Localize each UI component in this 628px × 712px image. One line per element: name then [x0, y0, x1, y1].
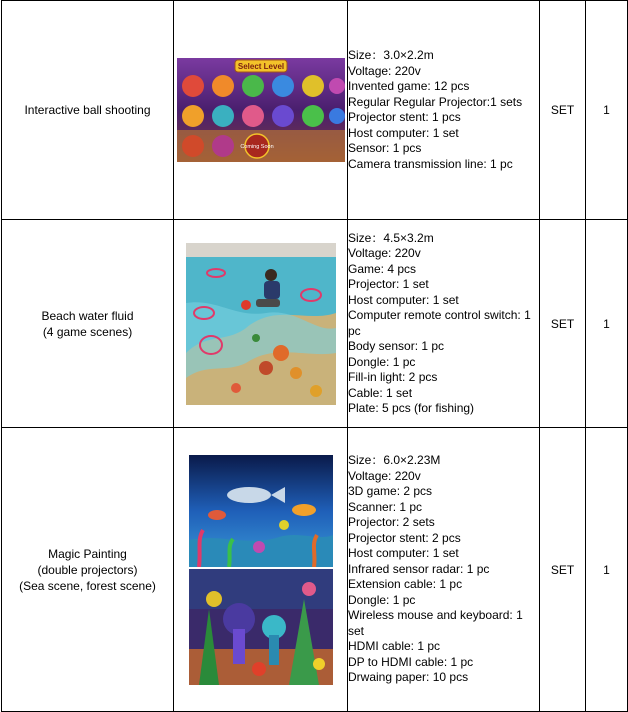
- spec-line: Host computer: 1 set: [348, 292, 459, 307]
- spec-line: Plate: 5 pcs (for fishing): [348, 401, 475, 415]
- product-name-cell: [2, 428, 174, 712]
- spec-line: Voltage: 220v: [348, 246, 421, 260]
- spec-line: Wireless mouse and keyboard: 1 set: [348, 608, 523, 638]
- product-subtitle: (4 game scenes): [42, 324, 133, 339]
- spec-line: Dongle: 1 pc: [348, 592, 416, 607]
- spec-line: Extension cable: 1 pc: [348, 577, 463, 592]
- unit-cell: SET: [540, 428, 586, 712]
- spec-line: Voltage: 220v: [348, 63, 421, 78]
- spec-line: Drwaing paper: 10 pcs: [348, 670, 469, 685]
- spec-line: Scanner: 1 pc: [348, 499, 423, 514]
- spec-line: Size：4.5×3.2m: [348, 230, 434, 245]
- beach-water-fluid-image: [186, 243, 336, 405]
- spec-line: Host computer: 1 set: [348, 546, 459, 561]
- product-image-cell: [174, 1, 348, 220]
- specs-cell: [348, 220, 540, 428]
- spec-line: Cable: 1 set: [348, 385, 413, 400]
- quantity-cell: 1: [586, 1, 628, 220]
- ball-shooting-game-image: [177, 58, 345, 162]
- spec-line: 3D game: 2 pcs: [348, 484, 433, 499]
- product-name-cell: [2, 1, 174, 220]
- table-row: [2, 428, 628, 712]
- spec-line: Size：3.0×2.2m: [348, 48, 434, 62]
- quantity-cell: 1: [586, 220, 628, 428]
- product-subtitle: (Sea scene, forest scene): [19, 578, 156, 593]
- product-name: Beach water fluid: [41, 308, 134, 323]
- unit-cell: SET: [540, 1, 586, 220]
- coming-soon-text: Coming Soon: [239, 144, 274, 150]
- product-name: Magic Painting: [48, 546, 127, 561]
- game-title-text: Select Level: [237, 62, 284, 71]
- spec-line: Projector: 1 set: [348, 277, 429, 291]
- specs-cell: [348, 1, 540, 220]
- spec-line: Fill-in light: 2 pcs: [348, 370, 438, 384]
- spec-line: Host computer: 1 set: [348, 125, 459, 140]
- spec-line: Dongle: 1 pc: [348, 354, 416, 369]
- spec-line: Voltage: 220v: [348, 468, 421, 483]
- specs-cell: [348, 428, 540, 712]
- unit-cell: SET: [540, 220, 586, 428]
- product-image-cell: [174, 220, 348, 428]
- spec-line: Size：6.0×2.23M: [348, 453, 441, 468]
- product-name-cell: [2, 220, 174, 428]
- spec-line: Sensor: 1 pcs: [348, 141, 422, 155]
- magic-painting-forest-image: [189, 569, 333, 685]
- spec-line: Body sensor: 1 pc: [348, 339, 445, 353]
- spec-line: DP to HDMI cable: 1 pc: [348, 654, 474, 669]
- product-subtitle: (double projectors): [37, 562, 138, 577]
- spec-line: Projector stent: 2 pcs: [348, 530, 461, 545]
- table-row: [2, 1, 628, 220]
- quantity-cell: 1: [586, 428, 628, 712]
- product-table: [1, 0, 628, 712]
- spec-line: Infrared sensor radar: 1 pc: [348, 561, 490, 576]
- product-image-cell: [174, 428, 348, 712]
- spec-line: Computer remote control switch: 1 pc: [348, 308, 531, 338]
- spec-line: Projector: 2 sets: [348, 515, 435, 530]
- spec-line: HDMI cable: 1 pc: [348, 639, 441, 654]
- spec-line: Invented game: 12 pcs: [348, 79, 470, 93]
- spec-line: Game: 4 pcs: [348, 261, 417, 276]
- magic-painting-sea-image: [189, 455, 333, 567]
- spec-line: Camera transmission line: 1 pc: [348, 156, 513, 171]
- spec-line: Projector stent: 1 pcs: [348, 110, 461, 124]
- product-name: Interactive ball shooting: [24, 103, 151, 117]
- spec-line: Regular Regular Projector:1 sets: [348, 94, 523, 109]
- table-row: [2, 220, 628, 428]
